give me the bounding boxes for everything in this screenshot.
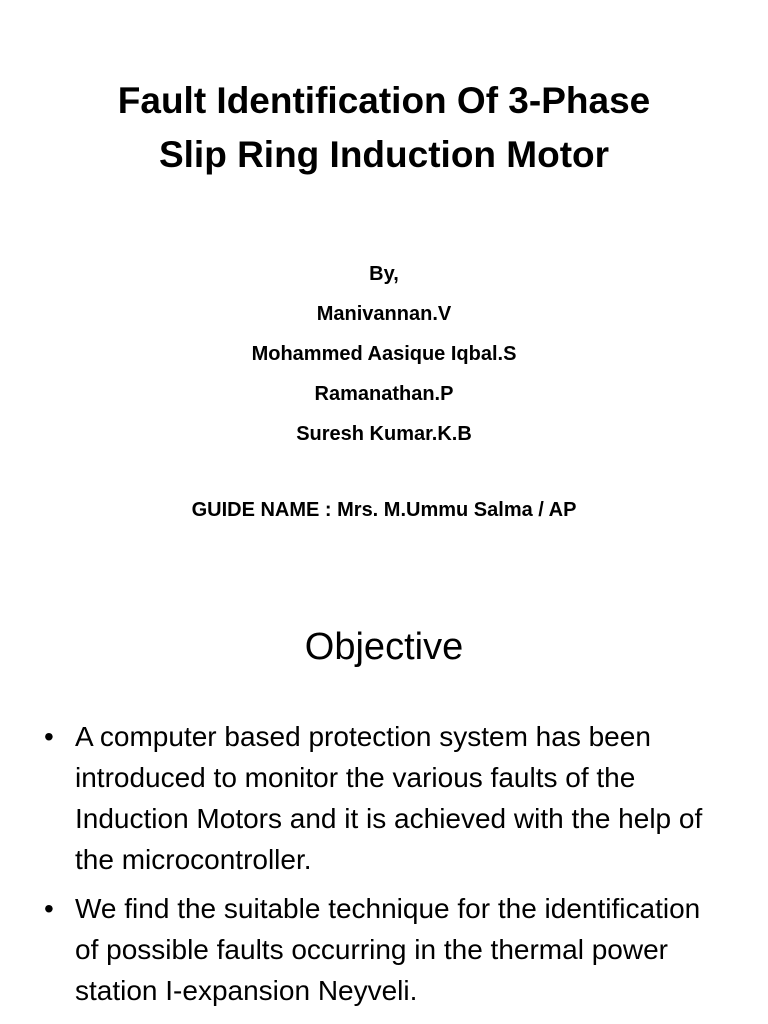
title-line-1: Fault Identification Of 3-Phase bbox=[117, 80, 651, 121]
bullet-item bbox=[40, 888, 730, 1011]
author-name: Mohammed Aasique Iqbal.S bbox=[251, 343, 517, 365]
guide-name: GUIDE NAME : Mrs. M.Ummu Salma / AP bbox=[191, 499, 577, 521]
bullet-text: We find the suitable technique for the identification of possible faults occurring in the thermal power station I-expansion Neyveli. bbox=[75, 893, 701, 1006]
presentation-title bbox=[40, 74, 728, 182]
by-label: By, bbox=[369, 263, 399, 285]
author-name: Manivannan.V bbox=[316, 303, 452, 325]
objective-bullet-list bbox=[40, 716, 730, 1019]
bullet-dot-icon: • bbox=[44, 893, 54, 924]
objective-slide bbox=[0, 580, 768, 1024]
bullet-item bbox=[40, 716, 730, 880]
author-list bbox=[40, 254, 728, 454]
objective-title: Objective bbox=[304, 626, 464, 668]
author-name: Suresh Kumar.K.B bbox=[296, 423, 472, 445]
title-line-2: Slip Ring Induction Motor bbox=[158, 134, 610, 175]
bullet-dot-icon: • bbox=[44, 721, 54, 752]
bullet-text: A computer based protection system has been introduced to monitor the various faults of the Induction Motors and it is achieved with the help of the microcontroller. bbox=[75, 721, 703, 875]
author-name: Ramanathan.P bbox=[314, 383, 454, 405]
